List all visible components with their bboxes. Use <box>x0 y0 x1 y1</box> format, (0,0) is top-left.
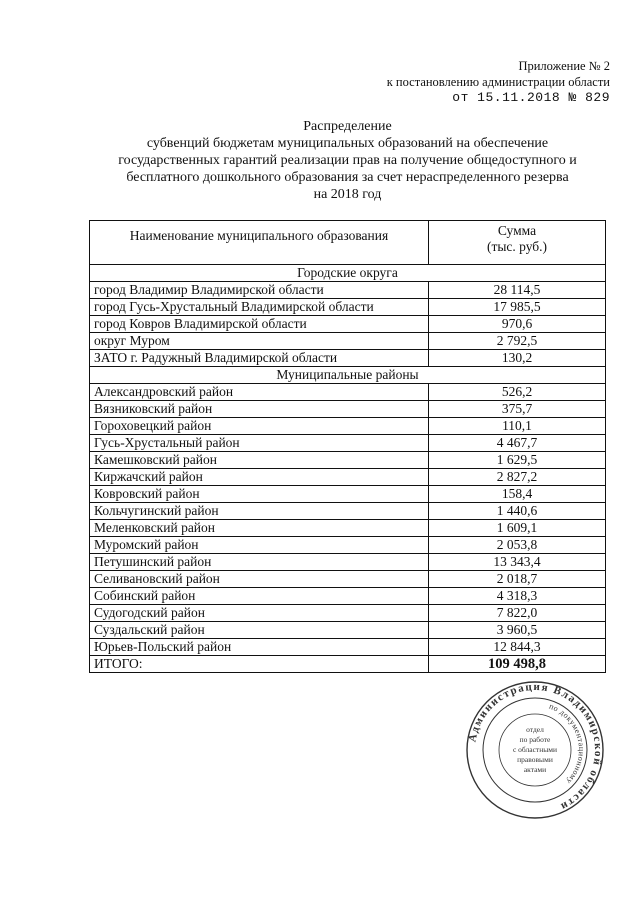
table-row <box>90 435 606 452</box>
table-row <box>90 299 606 316</box>
document-title <box>60 118 635 203</box>
svg-text:отдел: отдел <box>526 725 544 734</box>
title-line-5: на 2018 год <box>313 187 382 202</box>
table-row <box>90 486 606 503</box>
municipality-sum: 130,2 <box>429 350 606 367</box>
svg-text:с областными: с областными <box>512 745 558 754</box>
municipality-sum: 7 822,0 <box>429 605 606 622</box>
municipality-sum: 526,2 <box>429 384 606 401</box>
table-row <box>90 605 606 622</box>
appendix-header <box>387 58 610 106</box>
municipality-name: Петушинский район <box>90 554 429 571</box>
municipality-name: Киржачский район <box>90 469 429 486</box>
municipality-sum: 970,6 <box>429 316 606 333</box>
municipality-name: ЗАТО г. Радужный Владимирской области <box>90 350 429 367</box>
title-line-2: субвенций бюджетам муниципальных образований на обеспечение <box>146 136 549 151</box>
table-row <box>90 418 606 435</box>
section-city-districts: Городские округа <box>90 265 606 282</box>
header-sum-line-2: (тыс. руб.) <box>486 239 548 254</box>
official-seal <box>465 680 605 820</box>
svg-text:актами: актами <box>523 765 547 774</box>
municipality-name: Вязниковский район <box>90 401 429 418</box>
municipality-sum: 158,4 <box>429 486 606 503</box>
table-row <box>90 520 606 537</box>
title-line-4: бесплатного дошкольного образования за счет нераспределенного резерва <box>126 170 569 185</box>
section-row <box>90 367 606 384</box>
table-row <box>90 350 606 367</box>
municipality-sum: 17 985,5 <box>429 299 606 316</box>
distribution-table <box>89 220 606 673</box>
municipality-sum: 12 844,3 <box>429 639 606 656</box>
total-row <box>90 656 606 673</box>
header-name: Наименование муниципального образования <box>90 221 429 265</box>
municipality-name: город Гусь-Хрустальный Владимирской области <box>90 299 429 316</box>
municipality-sum: 4 318,3 <box>429 588 606 605</box>
seal-graphic <box>465 680 605 820</box>
municipality-name: Гусь-Хрустальный район <box>90 435 429 452</box>
table-row <box>90 282 606 299</box>
municipality-name: Ковровский район <box>90 486 429 503</box>
municipality-name: Суздальский район <box>90 622 429 639</box>
table-row <box>90 316 606 333</box>
svg-text:по работе: по работе <box>519 735 551 744</box>
municipality-name: Юрьев-Польский район <box>90 639 429 656</box>
total-label: ИТОГО: <box>90 656 429 673</box>
municipality-name: Александровский район <box>90 384 429 401</box>
table-row <box>90 333 606 350</box>
municipality-name: Гороховецкий район <box>90 418 429 435</box>
table-body <box>90 265 606 673</box>
municipality-name: город Ковров Владимирской области <box>90 316 429 333</box>
svg-text:по документационному: по документационному <box>547 701 587 787</box>
municipality-sum: 2 018,7 <box>429 571 606 588</box>
header-sum <box>429 221 606 265</box>
table-row <box>90 401 606 418</box>
municipality-sum: 2 827,2 <box>429 469 606 486</box>
table-row <box>90 588 606 605</box>
total-sum: 109 498,8 <box>429 656 606 673</box>
municipality-name: Меленковский район <box>90 520 429 537</box>
table-row <box>90 537 606 554</box>
header-sum-line-1: Сумма <box>497 223 537 238</box>
municipality-sum: 375,7 <box>429 401 606 418</box>
table-row <box>90 639 606 656</box>
municipality-name: Кольчугинский район <box>90 503 429 520</box>
table-row <box>90 503 606 520</box>
municipality-name: город Владимир Владимирской области <box>90 282 429 299</box>
municipality-name: Селивановский район <box>90 571 429 588</box>
municipality-name: Камешковский район <box>90 452 429 469</box>
municipality-sum: 1 440,6 <box>429 503 606 520</box>
title-line-1: Распределение <box>303 119 392 134</box>
municipality-name: Муромский район <box>90 537 429 554</box>
table-header-row <box>90 221 606 265</box>
municipality-sum: 110,1 <box>429 418 606 435</box>
municipality-sum: 2 053,8 <box>429 537 606 554</box>
appendix-number: Приложение № 2 <box>518 59 610 73</box>
municipality-sum: 1 609,1 <box>429 520 606 537</box>
table-row <box>90 571 606 588</box>
municipality-sum: 13 343,4 <box>429 554 606 571</box>
section-row <box>90 265 606 282</box>
appendix-reference: к постановлению администрации области <box>386 75 610 89</box>
table-row <box>90 384 606 401</box>
municipality-name: Судогодский район <box>90 605 429 622</box>
appendix-date-number: от 15.11.2018 № 829 <box>452 90 610 105</box>
municipality-sum: 1 629,5 <box>429 452 606 469</box>
svg-text:правовыми: правовыми <box>517 755 553 764</box>
table-row <box>90 622 606 639</box>
table-row <box>90 554 606 571</box>
svg-text:Администрация Владимирской обл: Администрация Владимирской области <box>466 680 605 814</box>
municipality-name: округ Муром <box>90 333 429 350</box>
municipality-sum: 28 114,5 <box>429 282 606 299</box>
title-line-3: государственных гарантий реализации прав на получение общедоступного и <box>118 153 577 168</box>
municipality-name: Собинский район <box>90 588 429 605</box>
municipality-sum: 4 467,7 <box>429 435 606 452</box>
table-row <box>90 452 606 469</box>
municipality-sum: 2 792,5 <box>429 333 606 350</box>
table-row <box>90 469 606 486</box>
municipality-sum: 3 960,5 <box>429 622 606 639</box>
section-municipal-districts: Муниципальные районы <box>90 367 606 384</box>
